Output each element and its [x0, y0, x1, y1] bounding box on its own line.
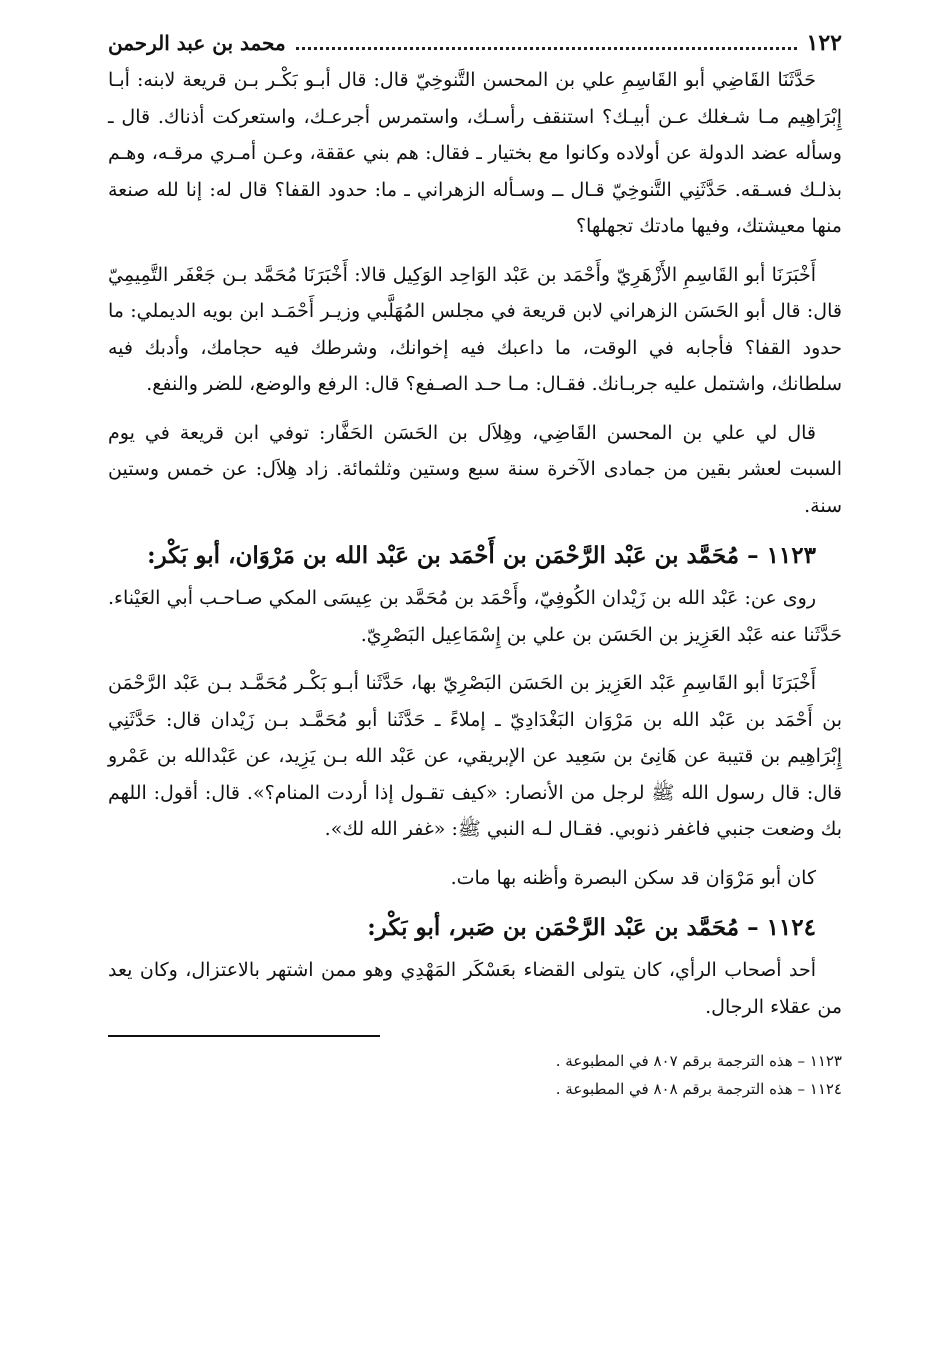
- entry-1123-paragraph: روى عن: عَبْد الله بن زَيْدان الكُوفِيّ، وأَحْمَد بن مُحَمَّد بن عِيسَى المكي صـاحـب أبي العَيْناء. حَدَّثَنا عنه عَبْد العَزِيز بن الحَسَن بن علي بن إِسْمَاعِيل البَصْرِيّ.: [108, 587, 842, 646]
- paragraph-tanukhi: حَدَّثَنَا القَاضِي أبو القَاسِمِ علي بن المحسن التَّنوخِيّ قال: قال أبـو بَكْـر بـن قريعة لابنه: أبـا إِبْرَاهِيم مـا شـغلك عـن أبيـك؟ استنقف رأسـك، واستمرس أجرعـك، واستعركت أذناك. قال ـ وسأله عضد الدولة عن أولاده وكانوا مع بختيار ـ فقال: هم بني عققة، وعـن أمـري مرقـه، وهـم بذلـك فسـقه. حَدَّثَنِي التَّنوخِيّ قـال ــ وسـأله الزهراني ـ ما: حدود القفا؟ قال له: إنا لله صنعة منها معيشتك، وفيها مادتك تجهلها؟: [108, 69, 842, 237]
- footnotes: [108, 1047, 842, 1103]
- footnote-1124: ١١٢٤ – هذه الترجمة برقم ٨٠٨ في المطبوعة .: [555, 1080, 842, 1098]
- entry-heading-1124: ١١٢٤ – مُحَمَّد بن عَبْد الرَّحْمَن بن صَبر، أبو بَكْر:: [367, 914, 816, 941]
- entry-1123-paragraph: أَخْبَرَنَا أبو القَاسِمِ عَبْد العَزِيز بن الحَسَن البَصْرِيّ بها، حَدَّثَنا أبـو بَكْـر مُحَمَّـد بـن عَبْد الرَّحْمَن بن أَحْمَد بن عَبْد الله بن مَرْوَان البَغْدَادِيّ ـ إملاءً ـ حَدَّثَنا أبو مُحَمَّـد بـن زَيْدان قال: حَدَّثَنِي إِبْرَاهِيم بن قتيبة عن هَانِئ بن سَعِيد عن الإبريقي، عن عَبْد الله بـن يَزِيد، عن عَبْدالله بن عَمْرو قال: قال رسول الله ﷺ لرجل من الأنصار: «كيف تقـول إذا أردت المنام؟». قال: أقول: اللهم بك وضعت جنبي فاغفر ذنوبي. فقـال لـه النبي ﷺ: «غفر الله لك».: [108, 672, 842, 840]
- running-header: [108, 28, 842, 58]
- page-number: ١٢٢: [806, 30, 842, 56]
- running-title: محمد بن عبد الرحمن: [108, 31, 286, 55]
- paragraph-azhari: أَخْبَرَنَا أبو القَاسِمِ الأَزْهَرِيّ وأَحْمَد بن عَبْد الوَاحِد الوَكِيل قالا: أَخْبَرَنَا مُحَمَّد بـن جَعْفَر التَّمِيمِيّ قال: قال أبو الحَسَن الزهراني لابن قريعة في مجلس المُهَلَّبي وزيـر أَحْمَـد ابن بويه الديملي: ما حدود القفا؟ فأجابه في الوقت، ما داعبك فيه إخوانك، وشرطك فيه حجامك، وأدبك فيه سلطانك، واشتمل عليه جربـانك. فقـال: مـا حـد الصـفع؟ قال: الرفع والوضع، للضر والنفع.: [108, 263, 842, 395]
- paragraph-death-date: قال لي علي بن المحسن القَاضِي، وهِلاَل بن الحَسَن الحَفَّار: توفي ابن قريعة في يوم السبت لعشر بقين من جمادى الآخرة سنة سبع وستين وثلثمائة. زاد هِلاَل: عن خمس وستين سنة.: [108, 421, 842, 517]
- entry-1123-paragraph: كان أبو مَرْوَان قد سكن البصرة وأظنه بها مات.: [450, 866, 816, 889]
- entry-1124-paragraph: أحد أصحاب الرأي، كان يتولى القضاء بعَسْكَر المَهْدِي وهو ممن اشتهر بالاعتزال، وكان يعد من عقلاء الرجال.: [108, 959, 842, 1018]
- footnote-1123: ١١٢٣ – هذه الترجمة برقم ٨٠٧ في المطبوعة .: [555, 1052, 842, 1070]
- entry-heading-1123: ١١٢٣ – مُحَمَّد بن عَبْد الرَّحْمَن بن أَحْمَد بن عَبْد الله بن مَرْوَان، أبو بَكْر:: [147, 542, 816, 569]
- leader-dots: [296, 47, 797, 50]
- book-page: [108, 28, 842, 1103]
- footnote-rule: [108, 1035, 380, 1037]
